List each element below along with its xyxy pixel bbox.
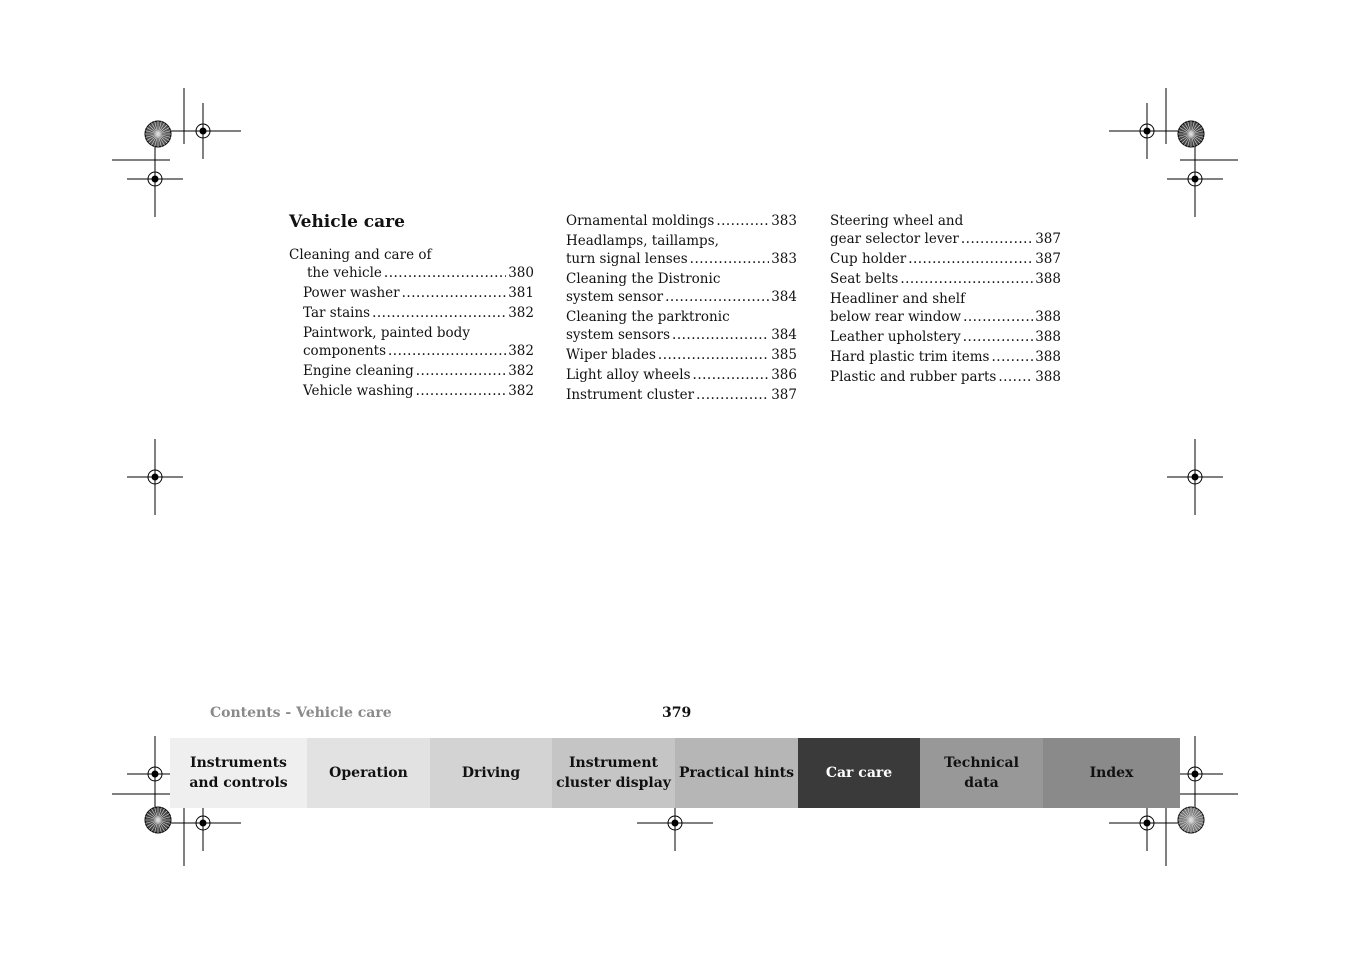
page-title: Vehicle care [289, 212, 405, 232]
tab-label: Instrument cluster display [556, 755, 671, 791]
tab-technical-data[interactable] [920, 738, 1043, 808]
tab-practical-hints[interactable] [675, 738, 798, 808]
toc-entry-text: Ornamental moldings [566, 213, 715, 229]
footer-section-title: Contents - Vehicle care [210, 705, 392, 721]
dot-leader [384, 264, 506, 282]
toc-entry-text: Headliner and shelf [830, 291, 966, 307]
dot-leader [372, 304, 506, 322]
toc-entry[interactable] [830, 212, 1061, 248]
dot-leader [716, 212, 769, 230]
toc-page-number: 382 [508, 305, 534, 321]
toc-page-number: 383 [771, 213, 797, 229]
toc-entry-text: Wiper blades [566, 347, 656, 363]
toc-entry[interactable] [289, 304, 534, 322]
toc-entry-text: system sensors [566, 327, 671, 343]
dot-leader [963, 308, 1033, 326]
toc-entry-text: Instrument cluster [566, 387, 695, 403]
toc-page-number: 381 [508, 285, 534, 301]
tab-operation[interactable] [307, 738, 430, 808]
toc-entry[interactable] [289, 362, 534, 380]
dot-leader [665, 288, 769, 306]
dot-leader [402, 284, 507, 302]
chapter-tab-bar [170, 738, 1180, 808]
toc-entry-text: Vehicle washing [303, 383, 414, 399]
toc-entry-text: gear selector lever [830, 231, 959, 247]
page-number: 379 [662, 705, 692, 721]
toc-page-number: 387 [1035, 231, 1061, 247]
toc-entry[interactable] [566, 386, 797, 404]
toc-entry-text: components [303, 343, 386, 359]
tab-label: Driving [461, 765, 521, 781]
toc-page-number: 380 [508, 265, 534, 281]
toc-entry-text: Paintwork, painted body [303, 325, 470, 341]
toc-entry[interactable] [830, 348, 1061, 366]
dot-leader [992, 348, 1034, 366]
toc-entry-text: turn signal lenses [566, 251, 688, 267]
toc-entry-text: Hard plastic trim items [830, 349, 990, 365]
toc-page-number: 388 [1035, 271, 1061, 287]
toc-entry[interactable] [566, 212, 797, 230]
toc-column-1 [289, 246, 534, 402]
toc-entry-text: Power washer [303, 285, 400, 301]
toc-page-number: 388 [1035, 349, 1061, 365]
toc-page-number: 385 [771, 347, 797, 363]
dot-leader [416, 382, 507, 400]
toc-page-number: 388 [1035, 369, 1061, 385]
dot-leader [690, 250, 770, 268]
toc-entry[interactable] [289, 246, 534, 282]
toc-entry-text: system sensor [566, 289, 664, 305]
tab-index[interactable] [1043, 738, 1180, 808]
dot-leader [388, 342, 506, 360]
tab-label: Technical data [944, 755, 1019, 791]
dot-leader [672, 326, 769, 344]
tab-driving[interactable] [430, 738, 552, 808]
tab-label: Car care [825, 765, 893, 781]
dot-leader [961, 230, 1033, 248]
toc-entry[interactable] [830, 290, 1061, 326]
tab-instruments-and-controls[interactable] [170, 738, 307, 808]
dot-leader [693, 366, 770, 384]
tab-label: Instruments and controls [189, 755, 288, 791]
toc-page-number: 388 [1035, 309, 1061, 325]
toc-entry[interactable] [566, 346, 797, 364]
toc-column-2 [566, 212, 797, 406]
toc-entry[interactable] [566, 232, 797, 268]
dot-leader [963, 328, 1033, 346]
dot-leader [998, 368, 1033, 386]
toc-entry-text: Steering wheel and [830, 213, 964, 229]
toc-entry[interactable] [566, 308, 797, 344]
tab-label: Index [1089, 765, 1134, 781]
tab-label: Operation [329, 765, 408, 781]
toc-entry[interactable] [566, 366, 797, 384]
toc-entry-text: Cleaning and care of [289, 247, 432, 263]
toc-entry[interactable] [830, 250, 1061, 268]
toc-entry[interactable] [830, 328, 1061, 346]
dot-leader [900, 270, 1033, 288]
toc-entry[interactable] [566, 270, 797, 306]
toc-entry[interactable] [289, 382, 534, 400]
toc-page-number: 387 [1035, 251, 1061, 267]
toc-page-number: 383 [771, 251, 797, 267]
dot-leader [416, 362, 506, 380]
toc-entry-text: Cup holder [830, 251, 907, 267]
toc-page-number: 382 [508, 383, 534, 399]
toc-page-number: 382 [508, 343, 534, 359]
toc-entry-text: Light alloy wheels [566, 367, 691, 383]
dot-leader [908, 250, 1033, 268]
toc-page-number: 387 [771, 387, 797, 403]
toc-column-3 [830, 212, 1061, 388]
toc-entry-text: the vehicle [307, 265, 382, 281]
dot-leader [696, 386, 769, 404]
toc-entry-text: Cleaning the Distronic [566, 271, 721, 287]
toc-entry-text: Seat belts [830, 271, 899, 287]
toc-entry-text: Engine cleaning [303, 363, 414, 379]
toc-entry[interactable] [289, 324, 534, 360]
toc-entry-text: Tar stains [303, 305, 371, 321]
toc-page-number: 388 [1035, 329, 1061, 345]
toc-entry[interactable] [830, 270, 1061, 288]
dot-leader [658, 346, 769, 364]
toc-entry-text: Cleaning the parktronic [566, 309, 730, 325]
toc-entry-text: Plastic and rubber parts [830, 369, 997, 385]
toc-entry-text: Leather upholstery [830, 329, 961, 345]
toc-entry[interactable] [830, 368, 1061, 386]
tab-instrument-cluster-display[interactable] [552, 738, 675, 808]
toc-page-number: 382 [508, 363, 534, 379]
toc-entry-text: below rear window [830, 309, 962, 325]
toc-page-number: 384 [771, 327, 797, 343]
toc-entry-text: Headlamps, taillamps, [566, 233, 719, 249]
tab-label: Practical hints [678, 765, 795, 781]
tab-car-care[interactable] [798, 738, 920, 808]
toc-entry[interactable] [289, 284, 534, 302]
toc-page-number: 384 [771, 289, 797, 305]
toc-page-number: 386 [771, 367, 797, 383]
